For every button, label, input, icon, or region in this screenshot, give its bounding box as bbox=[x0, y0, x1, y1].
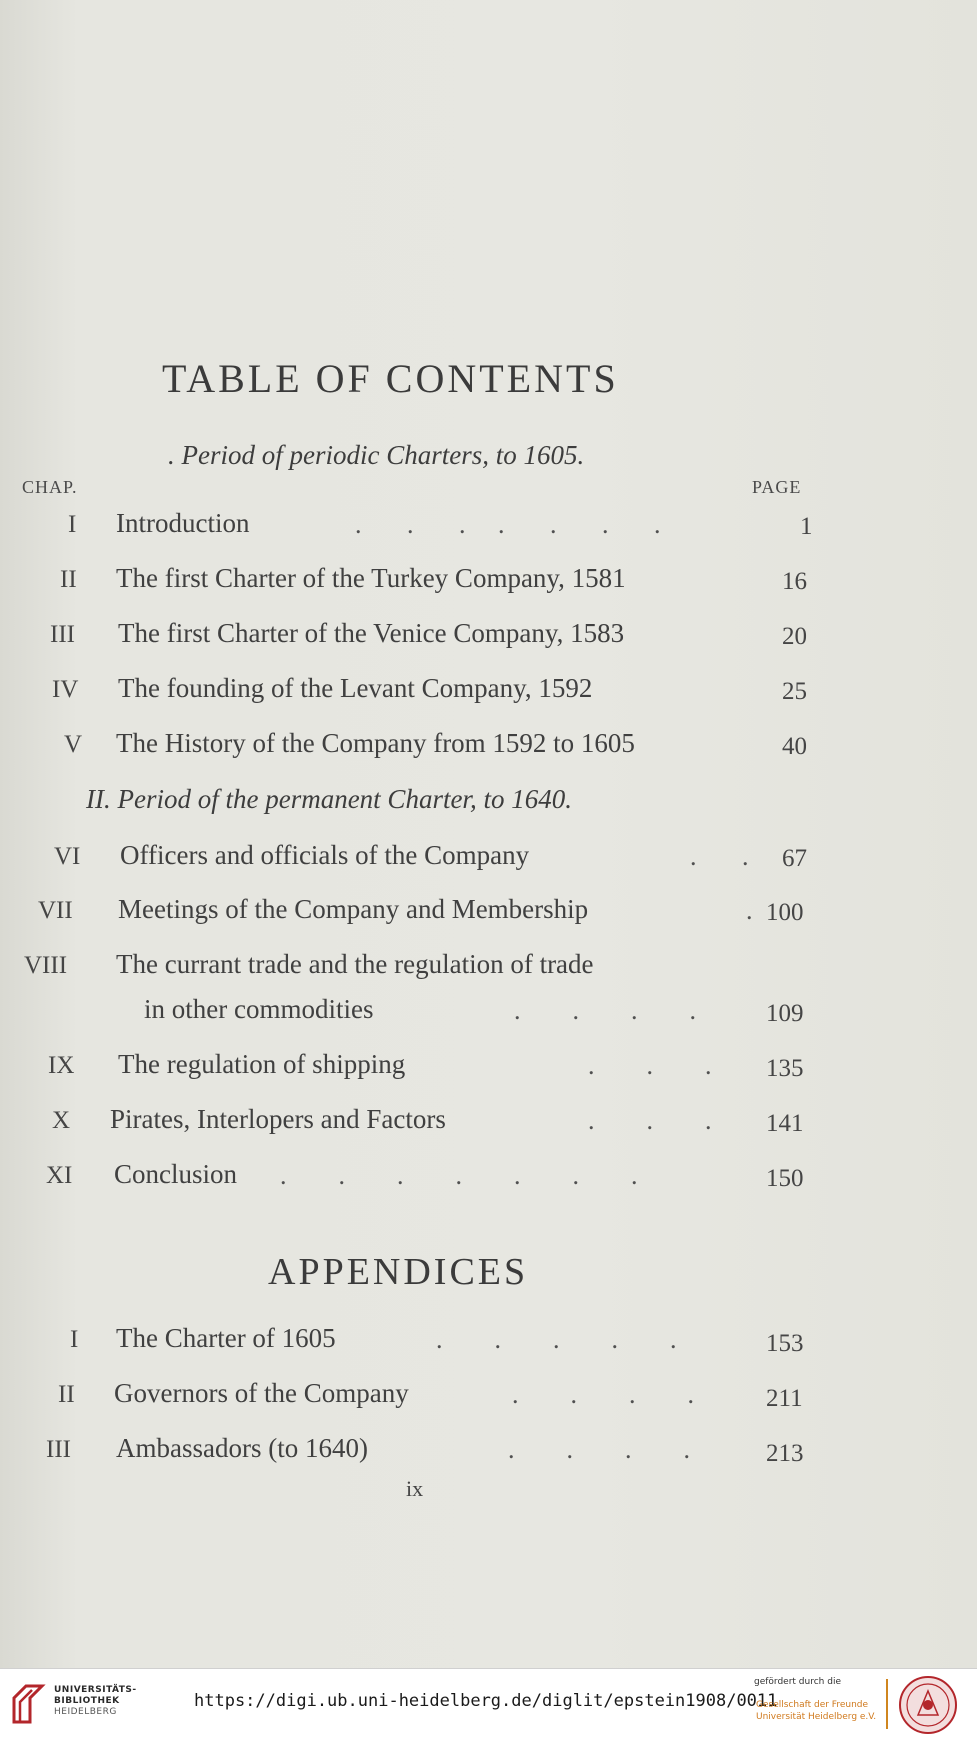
page-number: 16 bbox=[782, 568, 807, 595]
page-number: 141 bbox=[766, 1110, 804, 1137]
leader-dots: . . . . . . . bbox=[355, 510, 661, 539]
library-name-line1: UNIVERSITÄTS- bbox=[54, 1685, 137, 1695]
chapter-number: IX bbox=[48, 1052, 75, 1079]
chapter-number: XI bbox=[46, 1162, 73, 1189]
page-number: 153 bbox=[766, 1330, 804, 1357]
chapter-number: VIII bbox=[24, 952, 68, 979]
appendix-title: The Charter of 1605 bbox=[116, 1323, 336, 1353]
chapter-title: Officers and officials of the Company bbox=[120, 840, 530, 870]
permalink-url[interactable]: https://digi.ub.uni-heidelberg.de/diglit/epstein1908/0011 bbox=[194, 1691, 778, 1711]
university-seal-icon[interactable] bbox=[898, 1675, 958, 1735]
leader-dots: . . . . bbox=[514, 996, 696, 1025]
library-name-line3: HEIDELBERG bbox=[54, 1707, 117, 1717]
chapter-title: Pirates, Interlopers and Factors bbox=[110, 1104, 446, 1134]
page-number: 109 bbox=[766, 1000, 804, 1027]
page-number: 1 bbox=[800, 513, 813, 540]
appendix-number: I bbox=[70, 1326, 79, 1353]
chapter-title-continued: in other commodities bbox=[144, 994, 374, 1024]
chapter-number: IV bbox=[52, 676, 79, 703]
chapter-title: The first Charter of the Turkey Company, 1581 bbox=[116, 563, 626, 593]
chapter-title: Conclusion bbox=[114, 1159, 238, 1189]
leader-dots: . . bbox=[690, 842, 749, 871]
page-number: 67 bbox=[782, 845, 807, 872]
sponsor-intro: gefördert durch die bbox=[754, 1677, 841, 1687]
appendix-number: III bbox=[46, 1436, 71, 1463]
part2-heading: II. Period of the permanent Charter, to 1640. bbox=[86, 784, 572, 814]
page-title: TABLE OF CONTENTS bbox=[162, 356, 619, 401]
chapter-number: V bbox=[64, 731, 83, 758]
page-number: 213 bbox=[766, 1440, 804, 1467]
chapter-title: The History of the Company from 1592 to 1605 bbox=[116, 728, 635, 758]
chapter-number: VII bbox=[38, 897, 73, 924]
page-number: 150 bbox=[766, 1165, 804, 1192]
leader-dots: . . . bbox=[588, 1051, 712, 1080]
chapter-number: III bbox=[50, 621, 75, 648]
sponsor-name-line2: Universität Heidelberg e.V. bbox=[756, 1712, 877, 1722]
chapter-title: Meetings of the Company and Membership bbox=[118, 894, 589, 924]
leader-dots: . bbox=[746, 896, 753, 925]
page-number: 211 bbox=[766, 1385, 803, 1412]
sponsor-name-line1: Gesellschaft der Freunde bbox=[756, 1700, 869, 1710]
page-number: 135 bbox=[766, 1055, 804, 1082]
chapter-title: The regulation of shipping bbox=[118, 1049, 406, 1079]
chapter-number: VI bbox=[54, 843, 81, 870]
page-column-head: PAGE bbox=[752, 477, 802, 497]
appendix-title: Governors of the Company bbox=[114, 1378, 409, 1408]
chapter-number: I bbox=[68, 511, 77, 538]
appendix-title: Ambassadors (to 1640) bbox=[116, 1433, 368, 1463]
page-number: 40 bbox=[782, 733, 807, 760]
leader-dots: . . . . bbox=[512, 1380, 694, 1409]
library-name-line2: BIBLIOTHEK bbox=[54, 1696, 120, 1706]
page-number: 100 bbox=[766, 899, 804, 926]
folio-number: ix bbox=[406, 1476, 424, 1501]
divider bbox=[886, 1679, 888, 1729]
chapter-title: The founding of the Levant Company, 1592 bbox=[118, 673, 593, 703]
chapter-number: X bbox=[52, 1107, 71, 1134]
appendix-number: II bbox=[58, 1381, 75, 1408]
page-number: 25 bbox=[782, 678, 807, 705]
leader-dots: . . . bbox=[588, 1106, 712, 1135]
chapter-title: The first Charter of the Venice Company, 1583 bbox=[118, 618, 625, 648]
chapter-title: Introduction bbox=[116, 508, 250, 538]
chapter-number: II bbox=[60, 566, 77, 593]
leader-dots: . . . . . bbox=[436, 1325, 677, 1354]
appendices-title: APPENDICES bbox=[268, 1251, 529, 1293]
library-logo-icon[interactable] bbox=[12, 1682, 46, 1724]
chapter-title: The currant trade and the regulation of trade bbox=[116, 949, 594, 979]
leader-dots: . . . . . . . bbox=[280, 1161, 638, 1190]
part1-heading: . Period of periodic Charters, to 1605. bbox=[168, 440, 585, 470]
viewer-footer bbox=[0, 1668, 977, 1739]
page-number: 20 bbox=[782, 623, 807, 650]
chap-column-head: CHAP. bbox=[22, 477, 78, 497]
leader-dots: . . . . bbox=[508, 1435, 690, 1464]
